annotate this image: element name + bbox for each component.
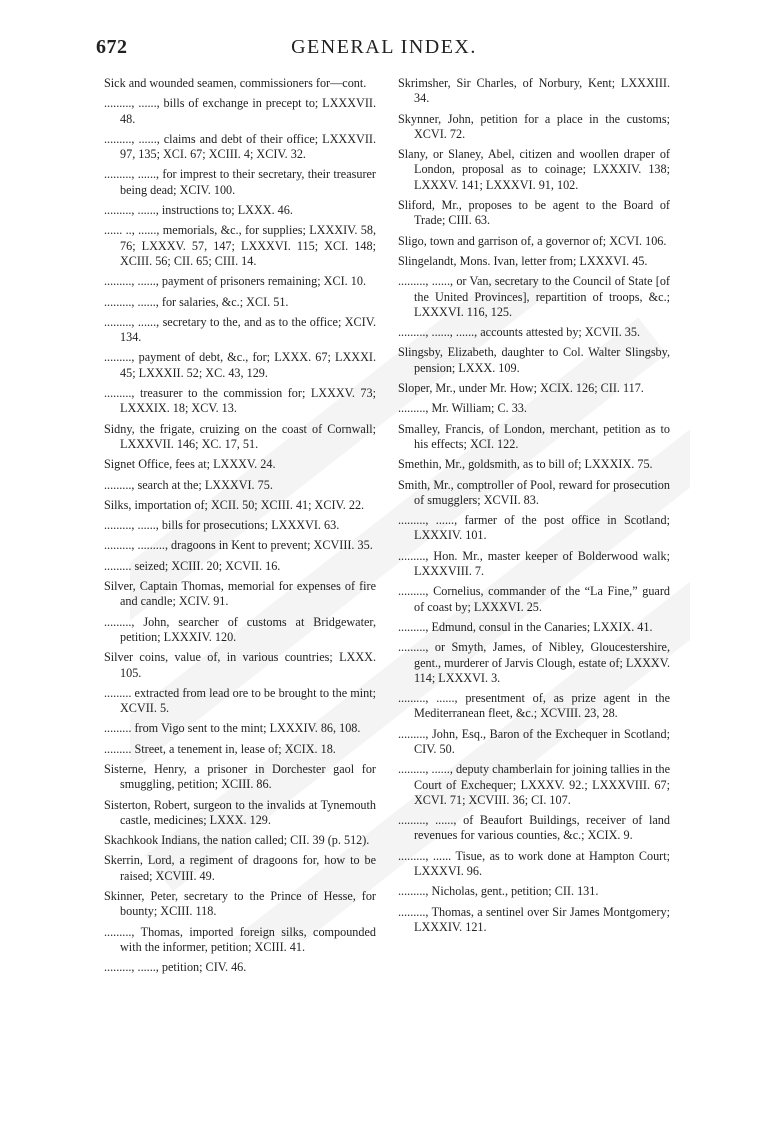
index-entry: ........., ...... Tisue, as to work done at Hampton Court; LXXXVI. 96.	[398, 848, 670, 879]
index-entry: ........., or Smyth, James, of Nibley, Gloucestershire, gent., murderer of Jarvis Clough, estate of; LXXXV. 114; LXXXVI. 3.	[398, 640, 670, 685]
index-entry: Skachkook Indians, the nation called; CII. 39 (p. 512).	[104, 833, 370, 848]
index-entry: Signet Office, fees at; LXXXV. 24.	[104, 457, 276, 472]
index-entry: ........., ......, or Van, secretary to the Council of State [of the United Provinces], repartition of troops, &c.; LXXXVI. 116, 125.	[398, 274, 670, 319]
index-entry: ......... Street, a tenement in, lease of; XCIX. 18.	[104, 741, 336, 756]
index-entry: ........., ......, secretary to the, and as to the office; XCIV. 134.	[104, 314, 376, 345]
running-title: GENERAL INDEX.	[291, 36, 477, 58]
index-entry: ........., ......, of Beaufort Buildings, receiver of land revenues for various counties, &c.; XCIX. 9.	[398, 813, 670, 843]
index-entry: ........., Thomas, imported foreign silks, compounded with the informer, petition; XCIII. 41.	[104, 924, 376, 954]
index-entry: Sloper, Mr., under Mr. How; XCIX. 126; CII. 117.	[398, 381, 644, 396]
index-entry: ........., ......, for imprest to their secretary, their treasurer being dead; XCIV. 100.	[104, 167, 376, 197]
index-entry: Sick and wounded seamen, commissioners for—cont.	[104, 76, 367, 90]
index-entry: ........., payment of debt, &c., for; LXXX. 67; LXXXI. 45; LXXXII. 52; XC. 43, 129.	[104, 350, 376, 380]
index-entry: Smethin, Mr., goldsmith, as to bill of; LXXXIX. 75.	[398, 457, 653, 472]
index-entry: Smalley, Francis, of London, merchant, petition as to his effects; XCI. 122.	[398, 421, 670, 451]
index-entry: ......... seized; XCIII. 20; XCVII. 16.	[104, 558, 281, 573]
index-entry: Slingsby, Elizabeth, daughter to Col. Walter Slingsby, pension; LXXX. 109.	[398, 345, 670, 375]
index-entry: ........., Cornelius, commander of the “La Fine,” guard of coast by; LXXXVI. 25.	[398, 584, 670, 614]
index-entry: Slany, or Slaney, Abel, citizen and woollen draper of London, proposal as to coinage; LXXXIV. 138; LXXXV. 141; LXXXVI. 91, 102.	[398, 147, 670, 192]
right-column	[398, 76, 670, 940]
index-entry: Skynner, John, petition for a place in the customs; XCVI. 72.	[398, 111, 670, 141]
index-entry: ........., ......, bills of exchange in precept to; LXXXVII. 48.	[104, 96, 376, 126]
index-entry: ........., Mr. William; C. 33.	[398, 401, 527, 416]
index-entry: Sidny, the frigate, cruizing on the coast of Cornwall; LXXXVII. 146; XC. 17, 51.	[104, 421, 376, 451]
page-header	[96, 36, 672, 62]
index-entry: ........., ......, farmer of the post office in Scotland; LXXXIV. 101.	[398, 513, 670, 543]
left-column	[104, 76, 376, 981]
index-entry: Silver, Captain Thomas, memorial for expenses of fire and candle; XCIV. 91.	[104, 579, 376, 609]
index-entry: Silks, importation of; XCII. 50; XCIII. 41; XCIV. 22.	[104, 497, 365, 512]
index-entry: Skerrin, Lord, a regiment of dragoons for, how to be raised; XCVIII. 49.	[104, 853, 376, 883]
index-entry: Sliford, Mr., proposes to be agent to the Board of Trade; CIII. 63.	[398, 198, 670, 228]
index-entry: Sisterne, Henry, a prisoner in Dorchester gaol for smuggling, petition; XCIII. 86.	[104, 761, 376, 792]
index-entry: Smith, Mr., comptroller of Pool, reward for prosecution of smugglers; XCVII. 83.	[398, 477, 670, 507]
index-entry: ........., ......, petition; CIV. 46.	[104, 960, 247, 975]
index-entry: ........., ......, claims and debt of their office; LXXXVII. 97, 135; XCI. 67; XCIII. 4; XCIV. 32.	[104, 131, 376, 162]
index-entry: ...... .., ......, memorials, &c., for supplies; LXXXIV. 58, 76; LXXXV. 57, 147; LXXXVI. 115; XCI. 148; XCIII. 56; CII. 65; CIII. 14.	[104, 223, 376, 268]
index-entry: ........., Hon. Mr., master keeper of Bolderwood walk; LXXXVIII. 7.	[398, 548, 670, 579]
index-entry: ........., ........., dragoons in Kent to prevent; XCVIII. 35.	[104, 538, 373, 553]
index-entry: Sligo, town and garrison of, a governor of; XCVI. 106.	[398, 233, 667, 248]
index-entry: Slingelandt, Mons. Ivan, letter from; LXXXVI. 45.	[398, 253, 648, 268]
index-entry: ........., John, searcher of customs at Bridgewater, petition; LXXXIV. 120.	[104, 614, 376, 644]
index-entry: Skrimsher, Sir Charles, of Norbury, Kent; LXXXIII. 34.	[398, 76, 670, 106]
index-entry: ........., Thomas, a sentinel over Sir James Montgomery; LXXXIV. 121.	[398, 904, 670, 934]
index-entry: ........., ......, deputy chamberlain for joining tallies in the Court of Exchequer; LXXXV. 92.; LXXXVIII. 67; XCVI. 71; XCVIII. 36; CI. 107.	[398, 762, 670, 807]
index-entry: Skinner, Peter, secretary to the Prince of Hesse, for bounty; XCIII. 118.	[104, 889, 376, 919]
index-entry: ........., ......, ......, accounts attested by; XCVII. 35.	[398, 325, 641, 340]
index-entry: ........., ......, bills for prosecutions; LXXXVI. 63.	[104, 518, 340, 533]
index-entry: ........., Edmund, consul in the Canaries; LXXIX. 41.	[398, 619, 653, 634]
index-entry: ........., ......, presentment of, as prize agent in the Mediterranean fleet, &c.; XCVIII. 23, 28.	[398, 691, 670, 721]
page-number: 672	[96, 36, 128, 58]
index-entry: Silver coins, value of, in various countries; LXXX. 105.	[104, 650, 376, 680]
index-entry: Sisterton, Robert, surgeon to the invalids at Tynemouth castle, medicines; LXXX. 129.	[104, 797, 376, 827]
index-entry: ........., Nicholas, gent., petition; CII. 131.	[398, 884, 599, 899]
index-entry: ........., ......, payment of prisoners remaining; XCI. 10.	[104, 274, 366, 289]
index-entry: ......... from Vigo sent to the mint; LXXXIV. 86, 108.	[104, 721, 361, 736]
index-entry: ......... extracted from lead ore to be brought to the mint; XCVII. 5.	[104, 685, 376, 716]
index-entry: ........., ......, for salaries, &c.; XCI. 51.	[104, 294, 289, 309]
index-entry: ........., search at the; LXXXVI. 75.	[104, 477, 273, 492]
index-entry: ........., ......, instructions to; LXXX. 46.	[104, 203, 293, 218]
index-entry: ........., treasurer to the commission for; LXXXV. 73; LXXXIX. 18; XCV. 13.	[104, 386, 376, 416]
index-entry: ........., John, Esq., Baron of the Exchequer in Scotland; CIV. 50.	[398, 726, 670, 756]
